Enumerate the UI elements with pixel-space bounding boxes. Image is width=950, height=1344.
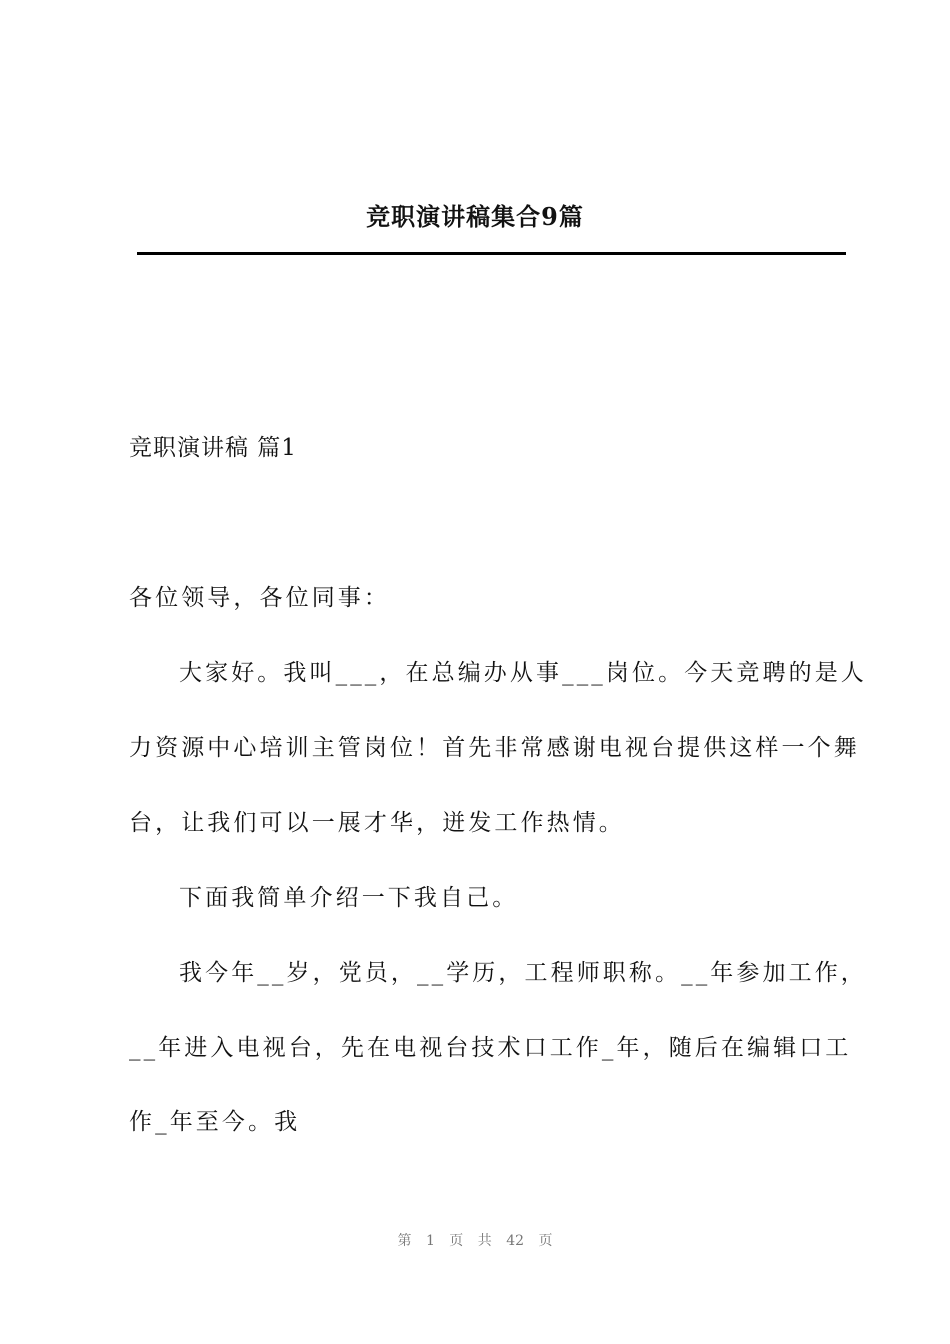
body-text-line: __年进入电视台，先在电视台技术口工作_年，随后在编辑口工 xyxy=(129,1035,852,1061)
body-text-line: 台，让我们可以一展才华，迸发工作热情。 xyxy=(129,810,625,836)
body-text-line: 力资源中心培训主管岗位！首先非常感谢电视台提供这样一个舞 xyxy=(129,735,860,761)
body-text-line: 下面我简单介绍一下我自己。 xyxy=(179,885,519,911)
section-heading: 竞职演讲稿 篇1 xyxy=(129,435,297,461)
body-text-line: 作_年至今。我 xyxy=(129,1109,301,1135)
body-text-line: 大家好。我叫___，在总编办从事___岗位。今天竞聘的是人 xyxy=(179,660,867,686)
page-number-footer: 第 1 页 共 42 页 xyxy=(397,1233,553,1249)
title-underline-rule xyxy=(137,252,846,255)
document-title: 竞职演讲稿集合9篇 xyxy=(366,202,584,231)
salutation-line: 各位领导，各位同事： xyxy=(129,585,390,611)
body-text-line: 我今年__岁，党员，__学历，工程师职称。__年参加工作， xyxy=(179,960,867,986)
